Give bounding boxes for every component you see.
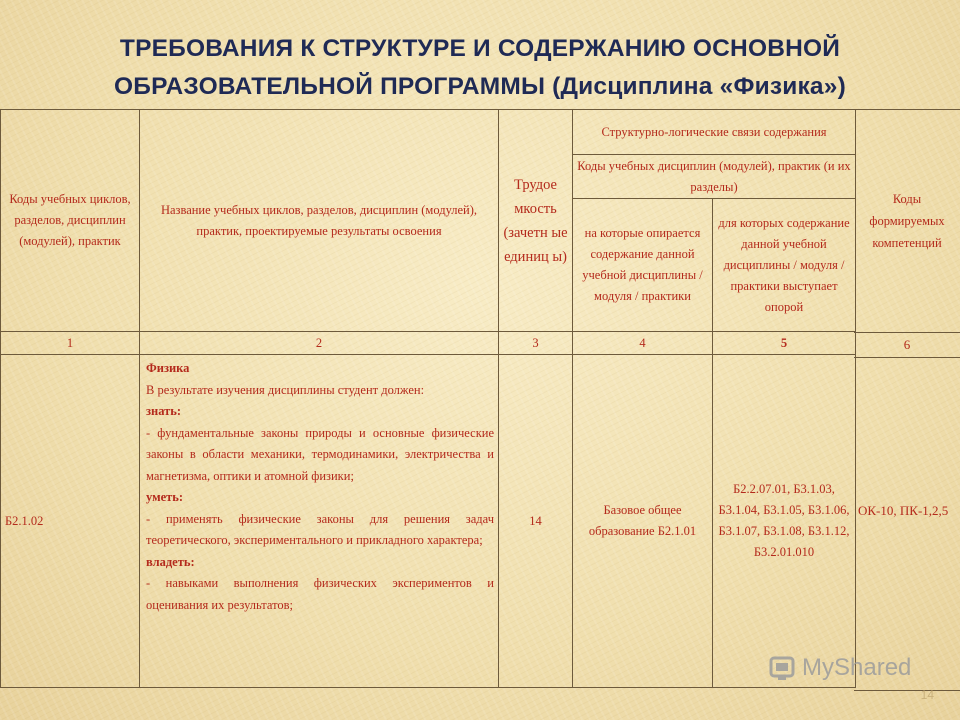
- title-line-2: [40, 68, 920, 106]
- header-relies-on: на которые опирается содержание данной учебной дисциплины / модуля / практики: [573, 199, 713, 332]
- column-numbers-row: [1, 332, 856, 355]
- col-number-2: 2: [140, 332, 499, 355]
- header-name: Название учебных циклов, разделов, дисциплин (модулей), практик, проектируемые результаты освоения: [140, 110, 499, 332]
- master-text: - навыками выполнения физических экспериментов и оценивания их результатов;: [146, 576, 494, 612]
- page-number: 14: [920, 688, 934, 702]
- row-competencies: ОК-10, ПК-1,2,5: [858, 503, 949, 518]
- discipline-intro: В результате изучения дисциплины студент должен:: [146, 382, 425, 397]
- row-credits: 14: [499, 355, 573, 688]
- requirements-table: [0, 109, 856, 688]
- watermark-text: MyShared: [802, 654, 912, 681]
- row-code: Б2.1.02: [1, 355, 140, 688]
- know-label: знать:: [146, 404, 182, 418]
- slide-title: [40, 30, 920, 106]
- title-line-2-main: ОБРАЗОВАТЕЛЬНОЙ ПРОГРАММЫ: [114, 73, 546, 100]
- header-structural-links: Структурно-логические связи содержания: [573, 110, 856, 155]
- can-label: уметь:: [146, 490, 184, 504]
- watermark: [768, 654, 911, 682]
- header-sls-codes: Коды учебных дисциплин (модулей), практик (и их разделы): [573, 155, 856, 199]
- row-supports: Б2.2.07.01, Б3.1.03, Б3.1.04, Б3.1.05, Б3.1.06, Б3.1.07, Б3.1.08, Б3.1.12, Б3.2.01.010: [713, 355, 856, 688]
- header-competencies: Коды формируемых компетенций: [854, 110, 960, 333]
- col-number-5: 5: [713, 332, 856, 355]
- header-codes: Коды учебных циклов, разделов, дисциплин (модулей), практик: [1, 110, 140, 332]
- header-supports: для которых содержание данной учебной дисциплины / модуля / практики выступает опорой: [713, 199, 856, 332]
- discipline-name: Физика: [146, 361, 190, 375]
- know-text: - фундаментальные законы природы и основные физические законы в области механики, термодинамики, электричества и магнетизма, оптики и атомной физики;: [146, 425, 494, 483]
- table-row: [1, 355, 856, 688]
- col-number-1: 1: [1, 332, 140, 355]
- title-subtitle: (Дисциплина «Физика»): [552, 73, 846, 100]
- col-number-4: 4: [573, 332, 713, 355]
- col-number-6: 6: [854, 333, 960, 358]
- row-relies-on: Базовое общее образование Б2.1.01: [573, 355, 713, 688]
- watermark-logo-icon: [768, 654, 798, 682]
- competencies-column: [854, 109, 960, 691]
- col-number-3: 3: [499, 332, 573, 355]
- header-labor-intensity: Трудое мкость (зачетн ые единиц ы): [499, 110, 573, 332]
- row-discipline-description: [140, 355, 499, 688]
- master-label: владеть:: [146, 554, 195, 569]
- title-line-1: ТРЕБОВАНИЯ К СТРУКТУРЕ И СОДЕРЖАНИЮ ОСНОВНОЙ: [119, 35, 841, 62]
- can-text: - применять физические законы для решения задач теоретического, экспериментального и прикладного характера;: [146, 511, 494, 547]
